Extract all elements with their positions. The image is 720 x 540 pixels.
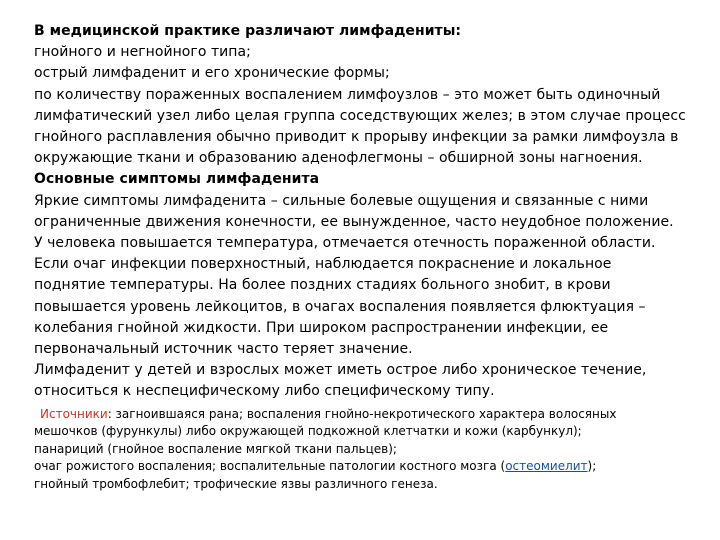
text-line: поднятие температуры. На более поздних стадиях больного знобит, в крови (34, 277, 611, 294)
text-line: Лимфаденит у детей и взрослых может иметь острое либо хроническое течение, (34, 362, 647, 379)
sources-text: ); (587, 459, 597, 474)
text-line: первоначальный источник часто теряет значение. (34, 341, 413, 358)
text-line: гнойного расплавления обычно приводит к прорыву инфекции за рамки лимфоузла в (34, 129, 679, 146)
heading-symptoms: Основные симптомы лимфаденита (34, 171, 320, 188)
text-line: по количеству пораженных воспалением лимфоузлов – это может быть одиночный (34, 86, 661, 103)
text-line: Яркие симптомы лимфаденита – сильные болевые ощущения и связанные с ними (34, 192, 649, 209)
document-body (34, 21, 694, 493)
text-line: Если очаг инфекции поверхностный, наблюдается покраснение и локальное (34, 256, 612, 273)
sources-label: Источники (40, 406, 108, 421)
sources-text: очаг рожистого воспаления; воспалительные патологии костного мозга ( (34, 459, 506, 474)
sources-text: : загноившаяся рана; воспаления гнойно-некротического характера волосяных (107, 406, 617, 421)
text-line: лимфатический узел либо целая группа соседствующих желез; в этом случае процесс (34, 107, 686, 124)
text-line: колебания гнойной жидкости. При широком распространении инфекции, ее (34, 319, 609, 336)
text-line: острый лимфаденит и его хронические формы; (34, 65, 390, 82)
text-line: ограниченные движения конечности, ее вынужденное, часто неудобное положение. (34, 213, 674, 230)
osteomyelitis-link[interactable]: остеомиелит (505, 459, 588, 474)
sources-line: гнойный тромбофлебит; трофические язвы различного генеза. (34, 476, 438, 491)
sources-line: панариций (гнойное воспаление мягкой ткани пальцев); (34, 441, 397, 456)
heading-classification: В медицинской практике различают лимфадениты: (34, 23, 462, 39)
main-text (34, 21, 694, 403)
sources-line: мешочков (фурункулы) либо окружающей подкожной клетчатки и кожи (карбункул); (34, 424, 582, 439)
text-line: повышается уровень лейкоцитов, в очагах воспаления появляется флюктуация – (34, 298, 646, 315)
sources-line (34, 458, 694, 476)
text-line: У человека повышается температура, отмечается отечность пораженной области. (34, 235, 656, 252)
text-line: относиться к неспецифическому либо специфическому типу. (34, 383, 495, 400)
sources-block (34, 406, 694, 494)
text-line: окружающие ткани и образованию аденофлегмоны – обширной зоны нагноения. (34, 150, 643, 167)
sources-line (34, 406, 694, 424)
text-line: гнойного и негнойного типа; (34, 44, 251, 61)
